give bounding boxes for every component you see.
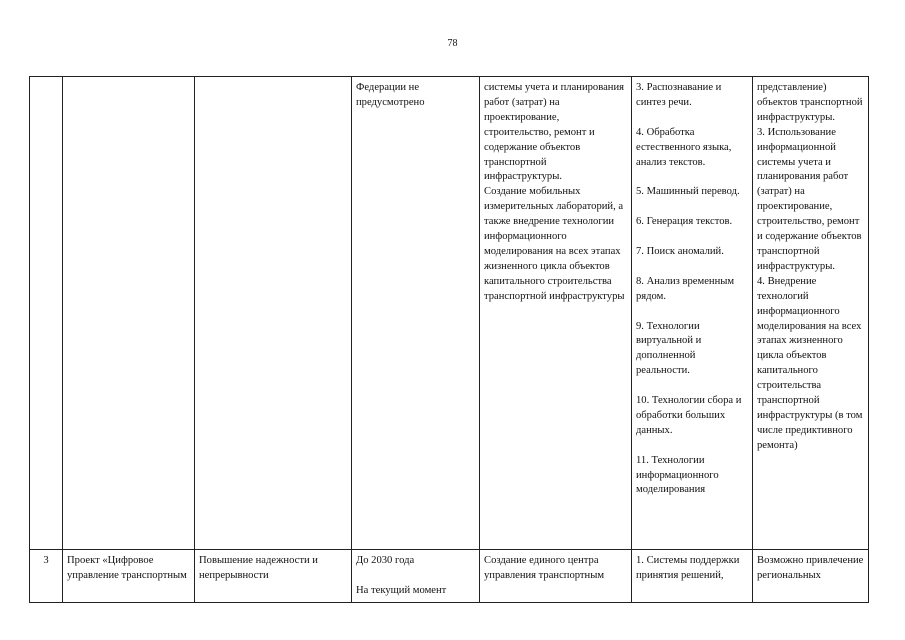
cell-technologies: 3. Распознавание и синтез речи. 4. Обработка естественного языка, анализ текстов. 5. Машинный перевод. 6. Генерация текстов. 7. Поиск аномалий. 8. Анализ временным рядом. 9. Технологии виртуальной и дополненной реальности. 10. Технологии сбора и обработки больших данных. 11. Технологии информационного моделирования <box>632 77 753 550</box>
cell-description: системы учета и планирования работ (затрат) на проектирование, строительство, ремонт и содержание объектов транспортной инфраструктуры. Создание мобильных измерительных лабораторий, а также внедрение технологии информационного моделирования на всех этапах жизненного цикла объектов капитального строительства транспортной инфраструктуры <box>480 77 632 550</box>
page-number: 78 <box>447 38 458 49</box>
cell-project <box>63 77 195 550</box>
cell-goal: Повышение надежности и непрерывности <box>195 550 352 603</box>
cell-results: представление) объектов транспортной инфраструктуры. 3. Использование информационной системы учета и планирования работ (затрат) на проектирование, строительство, ремонт и содержание объектов транспортной инфраструктуры. 4. Внедрение технологий информационного моделирования на всех этапах жизненного цикла объектов капитального строительства транспортной инфраструктуры (в том числе предиктивного ремонта) <box>753 77 869 550</box>
cell-deadline: До 2030 года На текущий момент <box>352 550 480 603</box>
cell-deadline: Федерации не предусмотрено <box>352 77 480 550</box>
table-row <box>30 550 869 603</box>
cell-number <box>30 77 63 550</box>
cell-project: Проект «Цифровое управление транспортным <box>63 550 195 603</box>
document-table <box>29 76 869 603</box>
cell-goal <box>195 77 352 550</box>
cell-number: 3 <box>30 550 63 603</box>
cell-results: Возможно привлечение региональных <box>753 550 869 603</box>
table-row <box>30 77 869 550</box>
cell-technologies: 1. Системы поддержки принятия решений, <box>632 550 753 603</box>
cell-description: Создание единого центра управления транспортным <box>480 550 632 603</box>
